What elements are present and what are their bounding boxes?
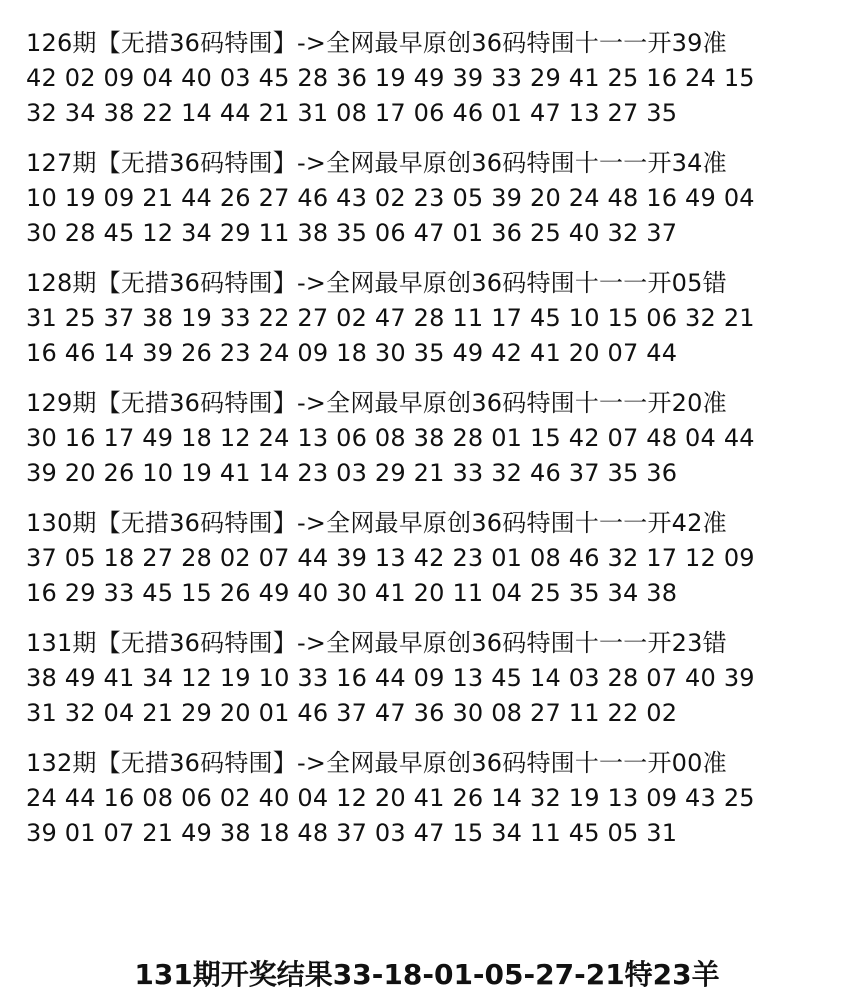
number-row: 31 25 37 38 19 33 22 27 02 47 28 11 17 45 10 15 06 32 21	[26, 304, 755, 332]
period-block-127	[26, 146, 834, 251]
period-block-126	[26, 26, 834, 131]
period-title: 131期【无措36码特围】->全网最早原创36码特围十一一开23错	[26, 629, 727, 657]
number-row: 39 01 07 21 49 38 18 48 37 03 47 15 34 11 45 05 31	[26, 819, 678, 847]
number-row: 30 28 45 12 34 29 11 38 35 06 47 01 36 25 40 32 37	[26, 219, 678, 247]
period-block-131	[26, 626, 834, 731]
number-row: 39 20 26 10 19 41 14 23 03 29 21 33 32 46 37 35 36	[26, 459, 678, 487]
number-row: 32 34 38 22 14 44 21 31 08 17 06 46 01 47 13 27 35	[26, 99, 678, 127]
period-title: 132期【无措36码特围】->全网最早原创36码特围十一一开00准	[26, 749, 727, 777]
draw-result-text: 131期开奖结果33-18-01-05-27-21特23羊	[134, 958, 720, 991]
number-row: 37 05 18 27 28 02 07 44 39 13 42 23 01 08 46 32 17 12 09	[26, 544, 755, 572]
number-row: 30 16 17 49 18 12 24 13 06 08 38 28 01 15 42 07 48 04 44	[26, 424, 755, 452]
number-row: 16 29 33 45 15 26 49 40 30 41 20 11 04 25 35 34 38	[26, 579, 678, 607]
prediction-list	[26, 26, 834, 866]
number-row: 31 32 04 21 29 20 01 46 37 47 36 30 08 27 11 22 02	[26, 699, 678, 727]
period-block-130	[26, 506, 834, 611]
period-title: 126期【无措36码特围】->全网最早原创36码特围十一一开39准	[26, 29, 727, 57]
number-row: 10 19 09 21 44 26 27 46 43 02 23 05 39 20 24 48 16 49 04	[26, 184, 755, 212]
period-title: 127期【无措36码特围】->全网最早原创36码特围十一一开34准	[26, 149, 727, 177]
period-block-129	[26, 386, 834, 491]
period-title: 130期【无措36码特围】->全网最早原创36码特围十一一开42准	[26, 509, 727, 537]
number-row: 38 49 41 34 12 19 10 33 16 44 09 13 45 14 03 28 07 40 39	[26, 664, 755, 692]
number-row: 42 02 09 04 40 03 45 28 36 19 49 39 33 29 41 25 16 24 15	[26, 64, 755, 92]
number-row: 16 46 14 39 26 23 24 09 18 30 35 49 42 41 20 07 44	[26, 339, 678, 367]
number-row: 24 44 16 08 06 02 40 04 12 20 41 26 14 32 19 13 09 43 25	[26, 784, 755, 812]
period-block-128	[26, 266, 834, 371]
period-title: 128期【无措36码特围】->全网最早原创36码特围十一一开05错	[26, 269, 727, 297]
period-title: 129期【无措36码特围】->全网最早原创36码特围十一一开20准	[26, 389, 727, 417]
period-block-132	[26, 746, 834, 851]
